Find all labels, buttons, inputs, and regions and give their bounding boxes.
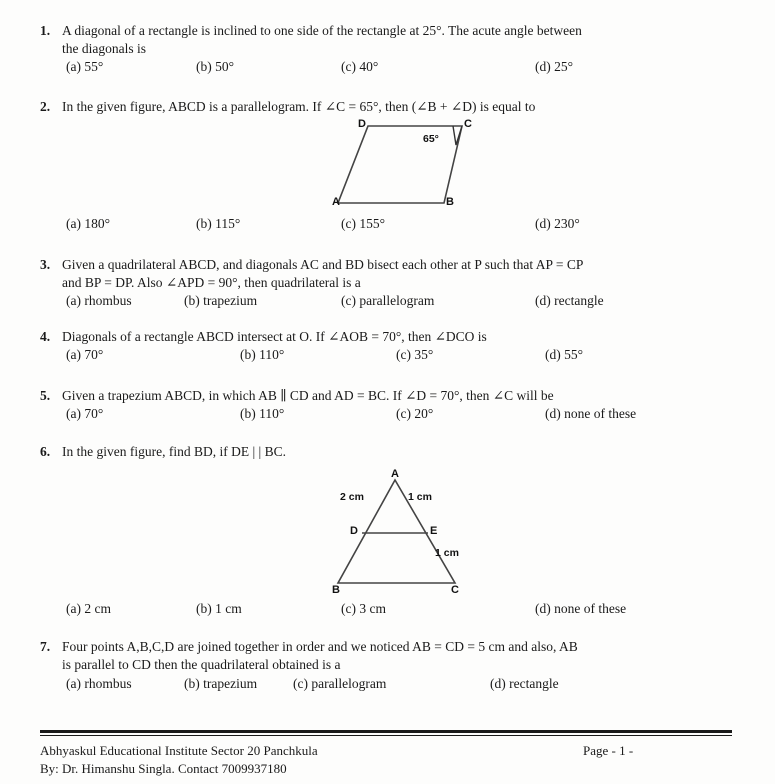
question-6-line-1: In the given figure, find BD, if DE | | BC. bbox=[62, 444, 286, 459]
parallelogram-vertex-label-a: A bbox=[332, 196, 340, 208]
parallelogram-vertex-label-c: C bbox=[464, 118, 472, 130]
question-4 bbox=[40, 328, 740, 346]
question-6-options bbox=[40, 600, 750, 618]
footer-divider bbox=[40, 730, 732, 736]
question-3-line-1: Given a quadrilateral ABCD, and diagonals AC and BD bisect each other at P such that AP = CP bbox=[62, 257, 584, 272]
question-7-option-c[interactable]: (c) parallelogram bbox=[293, 676, 387, 691]
triangle-vertex-label-b: B bbox=[332, 584, 340, 596]
question-1 bbox=[40, 22, 740, 57]
question-5-number: 5. bbox=[40, 388, 51, 403]
question-2-options bbox=[40, 215, 750, 233]
triangle-vertex-label-d: D bbox=[350, 525, 358, 537]
question-4-number: 4. bbox=[40, 329, 51, 344]
parallelogram-angle-label: 65° bbox=[423, 133, 439, 145]
question-7-text bbox=[62, 638, 740, 673]
question-7-option-b[interactable]: (b) trapezium bbox=[184, 676, 258, 691]
question-1-option-b[interactable]: (b) 50° bbox=[196, 59, 235, 74]
question-5-option-a[interactable]: (a) 70° bbox=[66, 406, 104, 421]
question-3-options bbox=[40, 292, 750, 310]
question-1-option-d[interactable]: (d) 25° bbox=[535, 59, 574, 74]
question-4-text bbox=[62, 328, 740, 346]
question-7-options bbox=[40, 675, 750, 693]
triangle-measurement-ae: 1 cm bbox=[408, 491, 432, 503]
question-3-option-b[interactable]: (b) trapezium bbox=[184, 293, 258, 308]
question-6-option-a[interactable]: (a) 2 cm bbox=[66, 601, 111, 616]
question-7-line-2: is parallel to CD then the quadrilateral obtained is a bbox=[62, 656, 341, 672]
question-6-text bbox=[62, 443, 740, 461]
question-5 bbox=[40, 387, 740, 405]
question-4-line-1: Diagonals of a rectangle ABCD intersect at O. If ∠AOB = 70°, then ∠DCO is bbox=[62, 329, 487, 344]
question-5-option-c[interactable]: (c) 20° bbox=[396, 406, 434, 421]
question-2-option-d[interactable]: (d) 230° bbox=[535, 216, 580, 231]
question-4-option-a[interactable]: (a) 70° bbox=[66, 347, 104, 362]
question-3-option-c[interactable]: (c) parallelogram bbox=[341, 293, 435, 308]
question-2-option-c[interactable]: (c) 155° bbox=[341, 216, 386, 231]
question-7-option-d[interactable]: (d) rectangle bbox=[490, 676, 559, 691]
question-1-option-c[interactable]: (c) 40° bbox=[341, 59, 379, 74]
question-2-number: 2. bbox=[40, 99, 51, 114]
angle-mark-c bbox=[453, 126, 462, 145]
question-3-number: 3. bbox=[40, 257, 51, 272]
question-6 bbox=[40, 443, 740, 461]
question-5-option-d[interactable]: (d) none of these bbox=[545, 406, 637, 421]
question-5-line-1: Given a trapezium ABCD, in which AB ∥ CD and AD = BC. If ∠D = 70°, then ∠C will be bbox=[62, 388, 554, 403]
question-1-option-a[interactable]: (a) 55° bbox=[66, 59, 104, 74]
parallelogram-figure bbox=[310, 112, 490, 222]
footer-institute: Abhyaskul Educational Institute Sector 20 Panchkula bbox=[40, 743, 318, 758]
footer-rule-thin bbox=[40, 735, 732, 736]
question-4-option-d[interactable]: (d) 55° bbox=[545, 347, 584, 362]
question-7-number: 7. bbox=[40, 639, 51, 654]
question-4-options bbox=[40, 346, 750, 364]
question-2-option-a[interactable]: (a) 180° bbox=[66, 216, 111, 231]
question-3 bbox=[40, 256, 740, 291]
question-5-options bbox=[40, 405, 750, 423]
footer-page-number: Page - 1 - bbox=[583, 743, 634, 758]
question-2-line-1: In the given figure, ABCD is a parallelogram. If ∠C = 65°, then (∠B + ∠D) is equal to bbox=[62, 99, 536, 114]
question-5-text bbox=[62, 387, 740, 405]
question-1-options bbox=[40, 58, 750, 76]
parallelogram-vertex-label-d: D bbox=[358, 118, 366, 130]
triangle-svg bbox=[320, 468, 490, 596]
triangle-measurement-ad: 2 cm bbox=[340, 491, 364, 503]
question-3-text bbox=[62, 256, 740, 291]
question-7 bbox=[40, 638, 740, 673]
question-1-line-1: A diagonal of a rectangle is inclined to one side of the rectangle at 25°. The acute angle between bbox=[62, 23, 582, 38]
question-7-line-1: Four points A,B,C,D are joined together in order and we noticed AB = CD = 5 cm and also, AB bbox=[62, 639, 578, 654]
question-6-option-b[interactable]: (b) 1 cm bbox=[196, 601, 242, 616]
question-1-number: 1. bbox=[40, 23, 51, 38]
question-2-option-b[interactable]: (b) 115° bbox=[196, 216, 241, 231]
question-1-text bbox=[62, 22, 740, 57]
triangle-measurement-ec: 1 cm bbox=[435, 547, 459, 559]
triangle-vertex-label-e: E bbox=[430, 525, 438, 537]
parallelogram-shape bbox=[338, 126, 462, 203]
triangle-figure bbox=[320, 468, 490, 596]
question-6-option-d[interactable]: (d) none of these bbox=[535, 601, 627, 616]
question-3-option-d[interactable]: (d) rectangle bbox=[535, 293, 604, 308]
triangle-vertex-label-a: A bbox=[391, 468, 399, 480]
question-4-option-c[interactable]: (c) 35° bbox=[396, 347, 434, 362]
parallelogram-vertex-label-b: B bbox=[446, 196, 454, 208]
triangle-vertex-label-c: C bbox=[451, 584, 459, 596]
question-3-line-2: and BP = DP. Also ∠APD = 90°, then quadrilateral is a bbox=[62, 274, 361, 290]
question-3-option-a[interactable]: (a) rhombus bbox=[66, 293, 132, 308]
footer-author: By: Dr. Himanshu Singla. Contact 7009937180 bbox=[40, 761, 287, 776]
question-1-line-2: the diagonals is bbox=[62, 40, 146, 56]
question-6-number: 6. bbox=[40, 444, 51, 459]
question-6-option-c[interactable]: (c) 3 cm bbox=[341, 601, 386, 616]
question-7-option-a[interactable]: (a) rhombus bbox=[66, 676, 132, 691]
question-5-option-b[interactable]: (b) 110° bbox=[240, 406, 285, 421]
question-4-option-b[interactable]: (b) 110° bbox=[240, 347, 285, 362]
